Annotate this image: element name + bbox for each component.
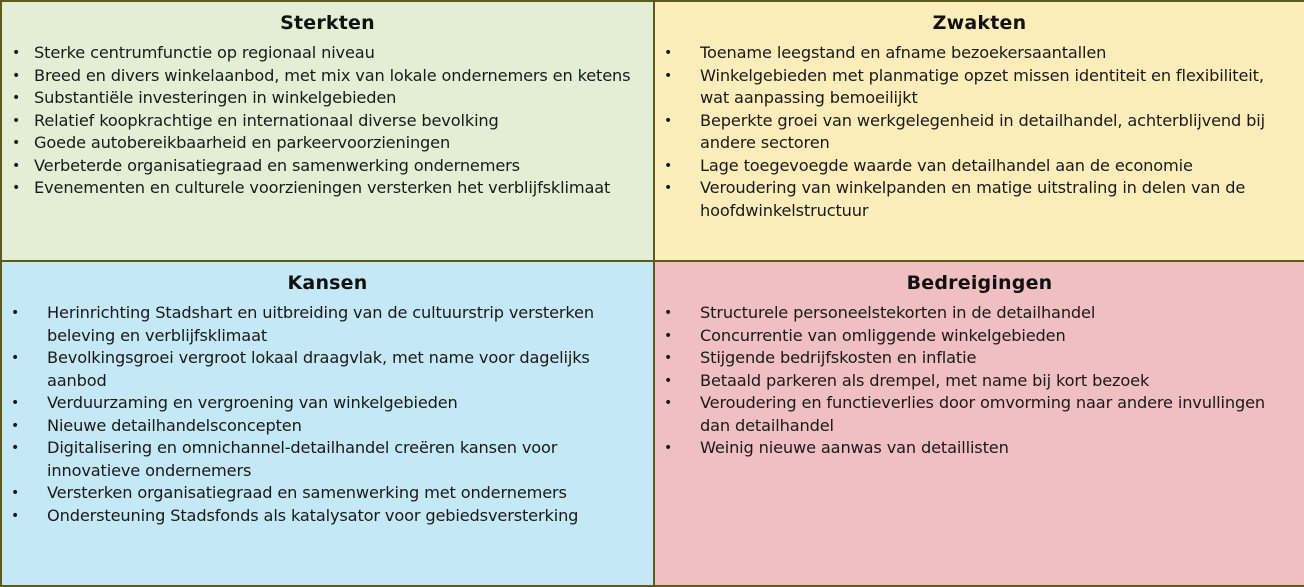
list-item-text: Winkelgebieden met planmatige opzet missen identiteit en flexibiliteit, wat aanpassing bemoeilijkt	[700, 65, 1264, 107]
list-kansen	[2, 302, 653, 527]
bullet-icon: •	[11, 485, 20, 501]
list-item	[2, 65, 653, 88]
bullet-icon: •	[664, 372, 673, 389]
list-item	[655, 110, 1304, 155]
list-item	[2, 505, 653, 528]
list-item	[655, 42, 1304, 65]
list-item-text: Verduurzaming en vergroening van winkelgebieden	[47, 393, 458, 412]
list-item-text: Herinrichting Stadshart en uitbreiding van de cultuurstrip versterken beleving en verblijfsklimaat	[47, 303, 594, 345]
list-item-text: Beperkte groei van werkgelegenheid in detailhandel, achterblijvend bij andere sectoren	[700, 110, 1265, 152]
list-item-text: Substantiële investeringen in winkelgebieden	[34, 88, 397, 107]
list-item	[655, 437, 1304, 460]
list-item	[655, 325, 1304, 348]
bullet-icon: •	[664, 350, 673, 366]
list-item	[2, 87, 653, 110]
quadrant-sterkten	[2, 2, 653, 260]
list-bedreigingen	[655, 302, 1304, 460]
list-item-text: Relatief koopkrachtige en internationaal diverse bevolking	[34, 110, 499, 130]
list-item	[2, 132, 653, 155]
list-item	[655, 65, 1304, 110]
bullet-icon: •	[12, 157, 21, 174]
bullet-icon: •	[12, 112, 21, 129]
list-item	[2, 177, 653, 200]
quadrant-title-sterkten: Sterkten	[280, 12, 375, 34]
list-item	[655, 177, 1304, 222]
bullet-icon: •	[12, 67, 21, 84]
list-item-text: Toename leegstand en afname bezoekersaantallen	[700, 43, 1107, 62]
bullet-icon: •	[664, 157, 673, 174]
list-item	[2, 482, 653, 505]
quadrant-kansen	[2, 262, 653, 585]
list-item	[2, 42, 653, 65]
bullet-icon: •	[11, 440, 20, 456]
quadrant-title-zwakten: Zwakten	[932, 12, 1027, 34]
quadrant-bedreigingen	[655, 262, 1304, 585]
bullet-icon: •	[12, 180, 21, 196]
list-item-text: Structurele personeelstekorten in de detailhandel	[700, 303, 1096, 322]
quadrant-zwakten	[655, 2, 1304, 260]
list-item-text: Digitalisering en omnichannel-detailhandel creëren kansen voor innovatieve ondernemers	[47, 438, 558, 480]
list-item-text: Breed en divers winkelaanbod, met mix van lokale ondernemers en ketens	[34, 65, 631, 85]
bullet-icon: •	[12, 90, 21, 106]
list-item-text: Bevolkingsgroei vergroot lokaal draagvlak, met name voor dagelijks aanbod	[47, 348, 590, 390]
list-item	[2, 110, 653, 133]
list-zwakten	[655, 42, 1304, 222]
bullet-icon: •	[664, 327, 673, 344]
list-item-text: Goede autobereikbaarheid en parkeervoorzieningen	[34, 133, 451, 152]
list-item-text: Stijgende bedrijfskosten en inflatie	[700, 348, 977, 367]
list-item	[655, 392, 1304, 437]
list-item	[2, 415, 653, 438]
bullet-icon: •	[664, 67, 673, 84]
bullet-icon: •	[11, 395, 20, 411]
list-item-text: Sterke centrumfunctie op regionaal niveau	[34, 43, 375, 62]
list-item	[655, 347, 1304, 370]
bullet-icon: •	[664, 180, 673, 196]
list-sterkten	[2, 42, 653, 200]
list-item-text: Veroudering van winkelpanden en matige uitstraling in delen van de hoofdwinkelstructuur	[700, 178, 1246, 220]
list-item-text: Weinig nieuwe aanwas van detaillisten	[700, 438, 1009, 457]
bullet-icon: •	[11, 350, 20, 366]
list-item	[655, 302, 1304, 325]
list-item	[655, 155, 1304, 178]
list-item-text: Nieuwe detailhandelsconcepten	[47, 415, 302, 435]
list-item	[2, 392, 653, 415]
list-item-text: Evenementen en culturele voorzieningen versterken het verblijfsklimaat	[34, 178, 611, 197]
list-item-text: Veroudering en functieverlies door omvorming naar andere invullingen dan detailhandel	[700, 393, 1266, 435]
quadrant-title-bedreigingen: Bedreigingen	[906, 272, 1053, 294]
bullet-icon: •	[12, 45, 21, 61]
bullet-icon: •	[664, 45, 673, 61]
list-item	[655, 370, 1304, 393]
list-item	[2, 302, 653, 347]
bullet-icon: •	[11, 507, 20, 524]
list-item	[2, 155, 653, 178]
bullet-icon: •	[664, 112, 673, 129]
bullet-icon: •	[664, 305, 673, 321]
list-item-text: Lage toegevoegde waarde van detailhandel aan de economie	[700, 155, 1193, 175]
list-item	[2, 347, 653, 392]
list-item-text: Betaald parkeren als drempel, met name bij kort bezoek	[700, 370, 1150, 390]
list-item	[2, 437, 653, 482]
bullet-icon: •	[11, 417, 20, 434]
bullet-icon: •	[12, 135, 21, 151]
bullet-icon: •	[664, 395, 673, 411]
list-item-text: Verbeterde organisatiegraad en samenwerking ondernemers	[34, 155, 520, 175]
list-item-text: Ondersteuning Stadsfonds als katalysator voor gebiedsversterking	[47, 505, 579, 525]
bullet-icon: •	[11, 305, 20, 321]
bullet-icon: •	[664, 440, 673, 456]
list-item-text: Versterken organisatiegraad en samenwerking met ondernemers	[47, 483, 567, 502]
list-item-text: Concurrentie van omliggende winkelgebieden	[700, 325, 1066, 345]
quadrant-title-kansen: Kansen	[287, 272, 368, 294]
